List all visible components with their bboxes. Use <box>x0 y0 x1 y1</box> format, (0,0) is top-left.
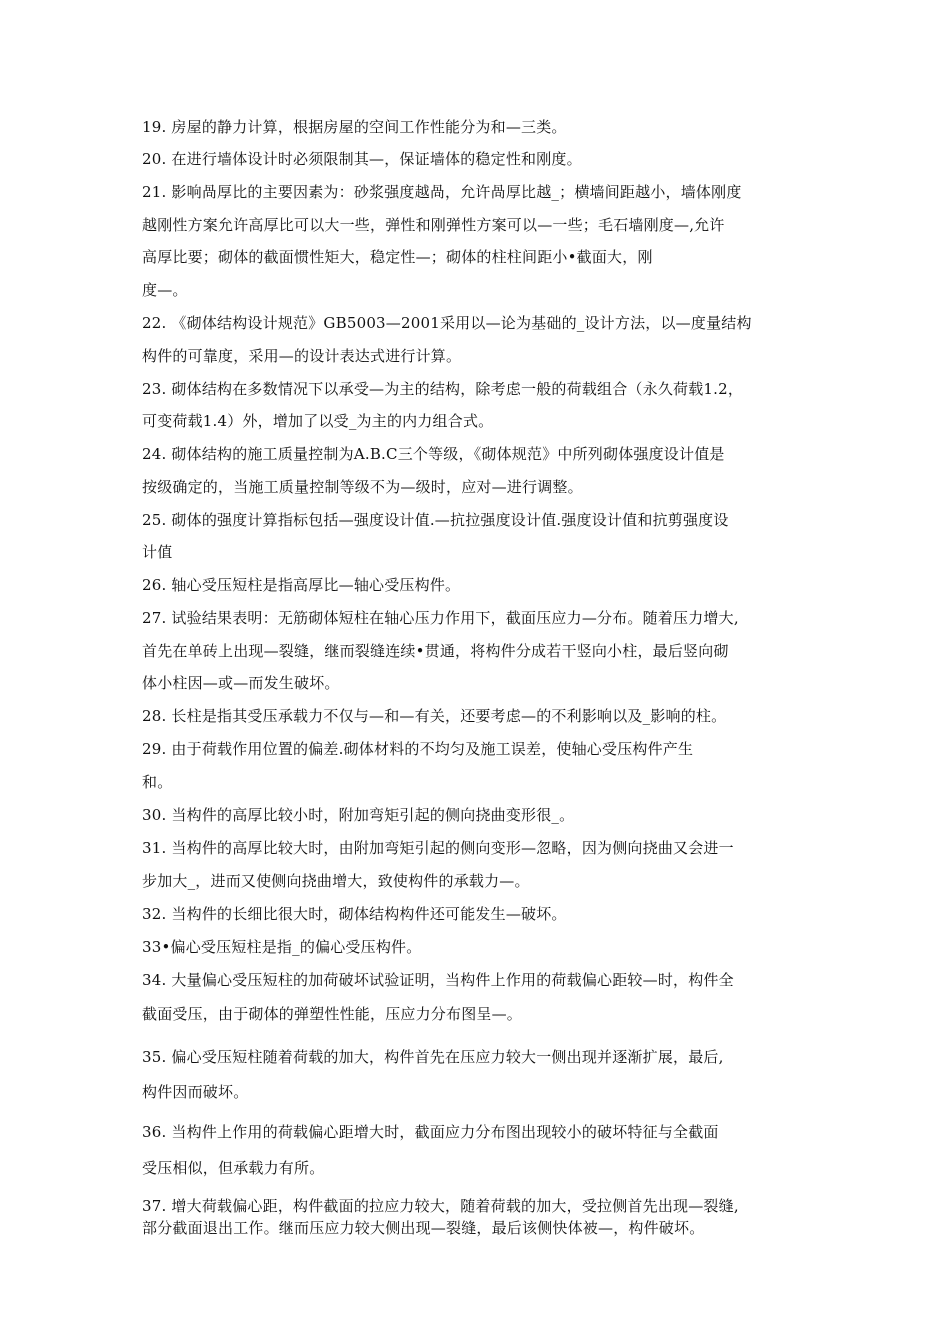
text-line: 37. 增大荷载偏心距，构件截面的拉应力较大，随着荷载的加大，受拉侧首先出现—裂缝, <box>142 1197 739 1215</box>
text-line: 32. 当构件的长细比很大时，砌体结构构件还可能发生—破坏。 <box>142 905 567 923</box>
text-line: 和。 <box>142 773 173 791</box>
text-line: 34. 大量偏心受压短柱的加荷破坏试验证明，当构件上作用的荷载偏心距较—时，构件全 <box>142 971 734 989</box>
text-line: 可变荷载1.4）外，增加了以受_为主的内力组合式。 <box>142 412 494 430</box>
text-line: 24. 砌体结构的施工质量控制为A.B.C三个等级，《砌体规范》中所列砌体强度设计值是 <box>142 445 725 463</box>
text-line: 高厚比要；砌体的截面惯性矩大，稳定性—；砌体的柱柱间距小•截面大，刚 <box>142 248 653 266</box>
text-line: 体小柱因—或—而发生破坏。 <box>142 674 340 692</box>
text-line: 33•偏心受压短柱是指_的偏心受压构件。 <box>142 938 422 956</box>
text-line: 25. 砌体的强度计算指标包括—强度设计值.—抗拉强度设计值.强度设计值和抗剪强度设 <box>142 511 729 529</box>
text-line: 构件的可靠度，采用—的设计表达式进行计算。 <box>142 347 462 365</box>
text-line: 截面受压，由于砌体的弹塑性性能，压应力分布图呈—。 <box>142 1005 523 1023</box>
text-line: 首先在单砖上出现—裂缝，继而裂缝连续•贯通，将构件分成若干竖向小柱，最后竖向砌 <box>142 642 729 660</box>
text-line: 21. 影响咼厚比的主要因素为：砂浆强度越咼，允许咼厚比越_；横墙间距越小，墙体刚度 <box>142 183 742 201</box>
text-line: 按级确定的，当施工质量控制等级不为—级时，应对—进行调整。 <box>142 478 583 496</box>
text-line: 36. 当构件上作用的荷载偏心距增大时，截面应力分布图出现较小的破坏特征与全截面 <box>142 1123 719 1141</box>
text-line: 27. 试验结果表明：无筋砌体短柱在轴心压力作用下，截面压应力—分布。随着压力增大, <box>142 609 739 627</box>
text-line: 受压相似，但承载力有所。 <box>142 1159 325 1177</box>
text-line: 构件因而破坏。 <box>142 1083 249 1101</box>
text-line: 计值 <box>142 543 173 561</box>
text-line: 31. 当构件的高厚比较大时，由附加弯矩引起的侧向变形—忽略，因为侧向挠曲又会进一 <box>142 839 734 857</box>
text-line: 19. 房屋的静力计算，根据房屋的空间工作性能分为和—三类。 <box>142 118 567 136</box>
text-line: 度—。 <box>142 281 188 299</box>
text-line: 22. 《砌体结构设计规范》GB5003—2001采用以—论为基础的_设计方法，以—度量结构 <box>142 314 752 332</box>
text-line: 20. 在进行墙体设计时必须限制其—，保证墙体的稳定性和刚度。 <box>142 150 582 168</box>
text-line: 部分截面退出工作。继而压应力较大侧出现—裂缝，最后该侧快体被—，构件破坏。 <box>142 1219 705 1237</box>
text-line: 26. 轴心受压短柱是指高厚比—轴心受压构件。 <box>142 576 461 594</box>
text-line: 29. 由于荷载作用位置的偏差.砌体材料的不均匀及施工误差，使轴心受压构件产生 <box>142 740 694 758</box>
text-line: 步加大_，进而又使侧向挠曲增大，致使构件的承载力—。 <box>142 872 530 890</box>
text-line: 23. 砌体结构在多数情况下以承受—为主的结构，除考虑一般的荷载组合（永久荷载1.2， <box>142 380 744 398</box>
text-line: 28. 长柱是指其受压承载力不仅与—和—有关，还要考虑—的不利影响以及_影响的柱。 <box>142 707 727 725</box>
text-line: 30. 当构件的高厚比较小时，附加弯矩引起的侧向挠曲变形很_。 <box>142 806 575 824</box>
text-line: 越刚性方案允许高厚比可以大一些，弹性和刚弹性方案可以—一些；毛石墙刚度—,允许 <box>142 216 725 234</box>
text-line: 35. 偏心受压短柱随着荷载的加大，构件首先在压应力较大一侧出现并逐渐扩展，最后, <box>142 1048 724 1066</box>
